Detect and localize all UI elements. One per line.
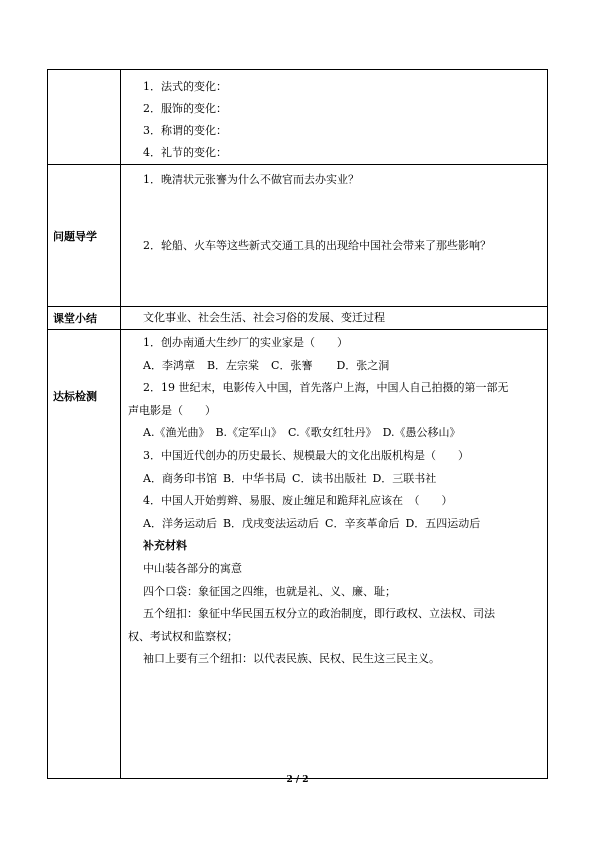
check-label: 达标检测: [48, 330, 121, 779]
check-question-2-line-2: 声电影是（ ）: [128, 403, 216, 417]
option-a: A.《渔光曲》: [143, 426, 210, 440]
supplement-paragraph-2-line-1: 五个纽扣：象征中华民国五权分立的政治制度，即行政权、立法权、司法: [143, 607, 495, 621]
option-d: D．张之洞: [336, 358, 390, 372]
option-a: A．洋务运动后: [143, 516, 217, 530]
check-question-1-options: [143, 355, 539, 378]
check-question-1: 1．创办南通大生纱厂的实业家是（ ）: [143, 336, 348, 349]
option-b: B.《定军山》: [215, 426, 283, 440]
option-b: B．中华书局: [222, 471, 287, 485]
supplement-heading: 补充材料: [143, 539, 187, 553]
worksheet: [47, 69, 548, 712]
check-question-4-options: [143, 513, 539, 536]
option-c: C.《歌女红牡丹》: [288, 426, 377, 440]
check-question-4: 4．中国人开始剪辫、易服、废止缠足和跪拜礼应该在 （ ）: [143, 494, 453, 508]
summary-row: [48, 307, 548, 330]
change-item-3: 3．称谓的变化：: [143, 124, 227, 137]
change-item-4: 4．礼节的变化：: [143, 146, 227, 159]
supplement-paragraph-1: 四个口袋：象征国之四维，也就是礼、义、廉、耻；: [143, 584, 396, 598]
guide-question-1: 1．晚清状元张謇为什么不做官而去办实业？: [143, 173, 359, 186]
check-question-3-options: [143, 468, 539, 491]
question-guide-cell: [121, 165, 548, 307]
supplement-paragraph-3: 袖口上要有三个纽扣：以代表民族、民权、民生这三民主义。: [143, 652, 440, 666]
option-c: C．读书出版社: [292, 471, 367, 485]
option-d: D．五四运动后: [405, 516, 481, 530]
supplement-title: 中山装各部分的寓意: [143, 561, 242, 575]
option-c: C．辛亥革命后: [325, 516, 400, 530]
question-guide-row: [48, 165, 548, 307]
supplement-paragraph-2-line-2: 权、考试权和监察权；: [128, 629, 238, 643]
option-c: C．张謇: [271, 358, 313, 372]
change-item-2: 2．服饰的变化：: [143, 102, 227, 115]
check-row: [48, 330, 548, 779]
option-a: A．商务印书馆: [143, 471, 217, 485]
page-number: 2 / 2: [286, 775, 309, 785]
change-item-1: 1．法式的变化：: [143, 80, 227, 93]
changes-row: [48, 70, 548, 165]
check-cell: [121, 330, 548, 779]
summary-text: 文化事业、社会生活、社会习俗的发展、变迁过程: [143, 311, 385, 324]
question-guide-label: 问题导学: [48, 165, 121, 307]
option-b: B．戊戌变法运动后: [222, 516, 320, 530]
lesson-table: [47, 69, 548, 779]
check-question-3: 3．中国近代创办的历史最长、规模最大的文化出版机构是（ ）: [143, 448, 469, 462]
option-b: B．左宗棠: [206, 358, 260, 372]
summary-label: 课堂小结: [48, 307, 121, 330]
option-a: A．李鸿章: [143, 358, 195, 372]
check-question-2-options: [143, 422, 539, 445]
check-question-2-line-1: 2．19 世纪末，电影传入中国，首先落户上海，中国人自己拍摄的第一部无: [143, 381, 509, 395]
changes-label-cell: [48, 70, 121, 165]
option-d: D.《愚公移山》: [382, 426, 461, 440]
changes-cell: [121, 70, 548, 165]
summary-cell: [121, 307, 548, 330]
option-d: D．三联书社: [372, 471, 437, 485]
guide-question-2: 2．轮船、火车等这些新式交通工具的出现给中国社会带来了那些影响？: [143, 239, 491, 252]
